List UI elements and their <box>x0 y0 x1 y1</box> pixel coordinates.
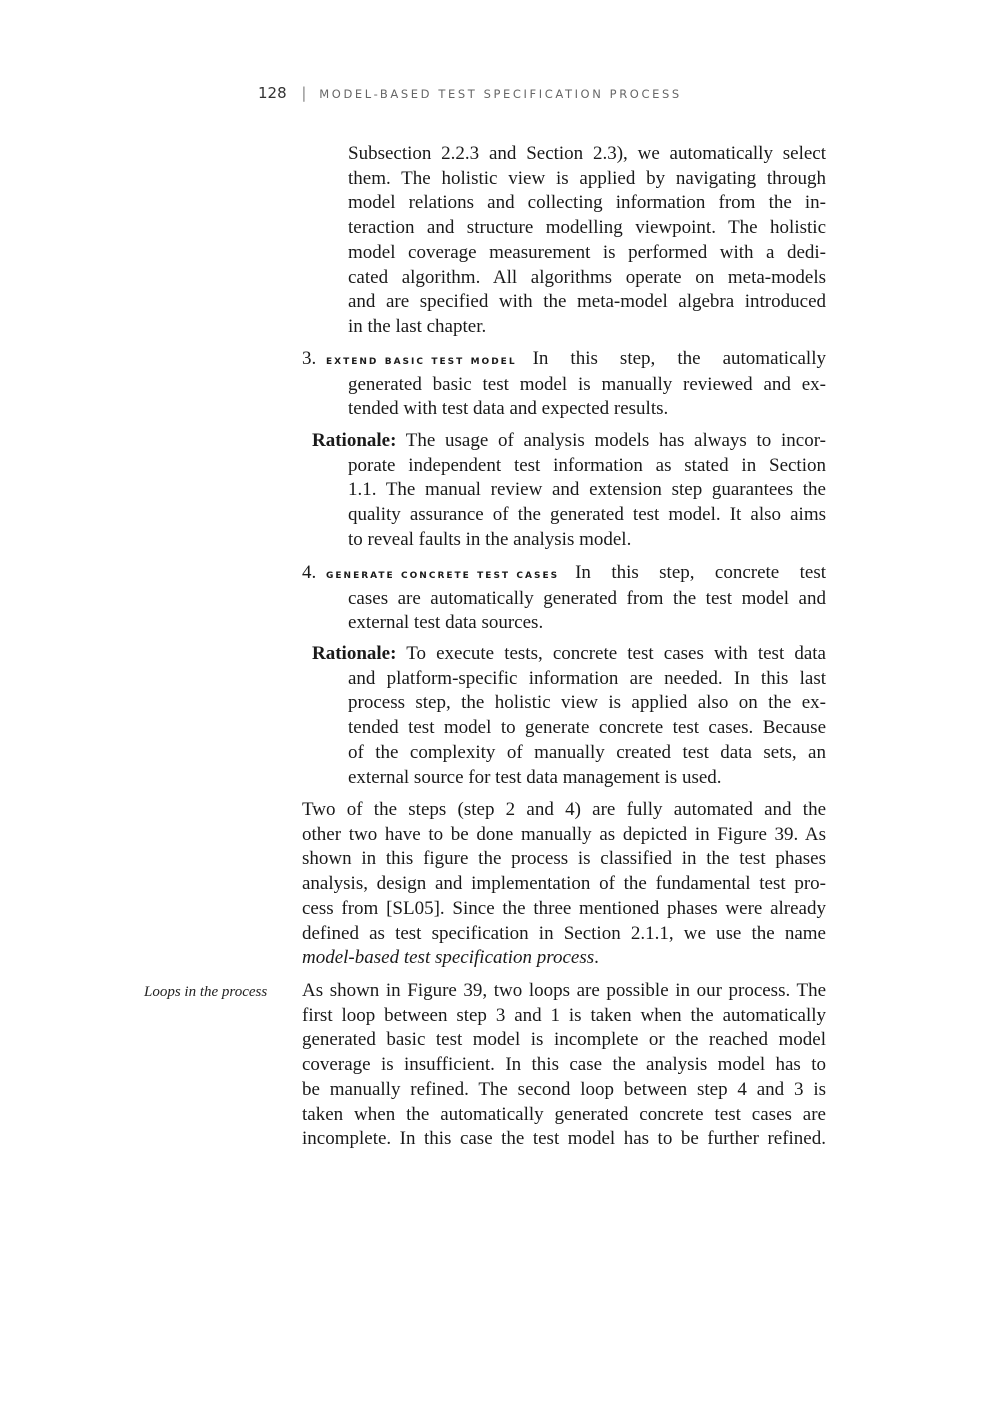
text-line: cases are automatically generated from the test model and <box>348 587 826 609</box>
text-line: external test data sources. <box>348 612 544 634</box>
rationale-label: Rationale: <box>312 643 397 664</box>
text-line <box>302 946 826 971</box>
step3-number: 3. <box>302 348 317 369</box>
text-line: them. The holistic view is applied by navigating through <box>348 167 826 189</box>
step4-body <box>302 587 826 636</box>
running-header <box>258 84 682 102</box>
running-title: MODEL-BASED TEST SPECIFICATION PROCESS <box>319 87 682 101</box>
text-line: generated basic test model is manually reviewed and ex- <box>348 373 826 395</box>
text-line: to reveal faults in the analysis model. <box>348 528 632 550</box>
text-line: As shown in Figure 39, two loops are possible in our process. The <box>302 980 826 1001</box>
text-line: Subsection 2.2.3 and Section 2.3), we automatically select <box>348 143 826 164</box>
text-line: of the complexity of manually created test data sets, an <box>348 741 826 763</box>
text-line: taken when the automatically generated concrete test cases are <box>302 1103 826 1125</box>
rationale-first-line <box>312 642 826 667</box>
text-line: model coverage measurement is performed with a dedi- <box>348 241 826 263</box>
step3-first-line <box>302 347 826 373</box>
italic-term: model-based test specification process <box>302 947 595 969</box>
text-line: be manually refined. The second loop between step 4 and 3 is <box>302 1078 826 1100</box>
step4-number: 4. <box>302 562 317 583</box>
step3-rationale <box>312 429 826 553</box>
text-line: process step, the holistic view is applied also on the ex- <box>348 692 826 714</box>
step4-heading: generate concrete test cases <box>326 566 560 581</box>
text-line: porate independent test information as stated in Section <box>348 454 826 476</box>
text-line: defined as test specification in Section 2.1.1, we use the name <box>302 922 826 944</box>
rationale-label: Rationale: <box>312 430 397 451</box>
step3-first-text: In this step, the automatically <box>532 348 826 369</box>
rationale-first-line <box>312 429 826 454</box>
end-punct: . <box>594 947 599 969</box>
text-line: incomplete. In this case the test model has to be further refined. <box>302 1128 826 1150</box>
paragraph-automation <box>302 798 826 971</box>
step4-first-line <box>302 561 826 587</box>
rationale-text: The usage of analysis models has always to incor- <box>405 430 826 451</box>
text-line: external source for test data management is used. <box>348 766 722 788</box>
step4-rationale <box>312 642 826 790</box>
page-number: 128 <box>258 84 287 102</box>
rationale-text: To execute tests, concrete test cases with test data <box>406 643 826 664</box>
step3-heading: extend basic test model <box>326 352 517 367</box>
text-line: tended test model to generate concrete test cases. Because <box>348 717 826 739</box>
text-line: 1.1. The manual review and extension step guarantees the <box>348 479 826 501</box>
rationale-body <box>312 667 826 791</box>
step4-first-text: In this step, concrete test <box>575 562 826 583</box>
text-line: coverage is insufficient. In this case the analysis model has to <box>302 1054 826 1076</box>
text-line: tended with test data and expected results. <box>348 398 669 420</box>
text-line: Two of the steps (step 2 and 4) are fully automated and the <box>302 799 826 820</box>
text-line: shown in this figure the process is classified in the test phases <box>302 848 826 870</box>
text-line: generated basic test model is incomplete or the reached model <box>302 1029 826 1051</box>
step3-body <box>302 373 826 422</box>
margin-note: Loops in the process <box>144 984 268 1000</box>
rationale-body <box>312 454 826 553</box>
text-line: cated algorithm. All algorithms operate on meta-models <box>348 266 826 288</box>
text-line: analysis, design and implementation of the fundamental test pro- <box>302 873 826 895</box>
text-line: and are specified with the meta-model algebra introduced <box>348 291 826 313</box>
text-line: other two have to be done manually as depicted in Figure 39. As <box>302 823 826 845</box>
step3-item <box>302 347 826 422</box>
text-line: quality assurance of the generated test model. It also aims <box>348 504 826 526</box>
text-line: and platform-specific information are needed. In this last <box>348 667 826 689</box>
step4-item <box>302 561 826 636</box>
paragraph-loops <box>302 979 826 1152</box>
header-separator: | <box>301 84 307 102</box>
text-line: model relations and collecting information from the in- <box>348 192 826 214</box>
text-line: cess from [SL05]. Since the three mentioned phases were already <box>302 897 826 919</box>
text-line: teraction and structure modelling viewpoint. The holistic <box>348 217 826 239</box>
text-line: in the last chapter. <box>348 315 487 337</box>
step2-continuation <box>348 142 826 340</box>
text-line: first loop between step 3 and 1 is taken when the automatically <box>302 1004 826 1026</box>
